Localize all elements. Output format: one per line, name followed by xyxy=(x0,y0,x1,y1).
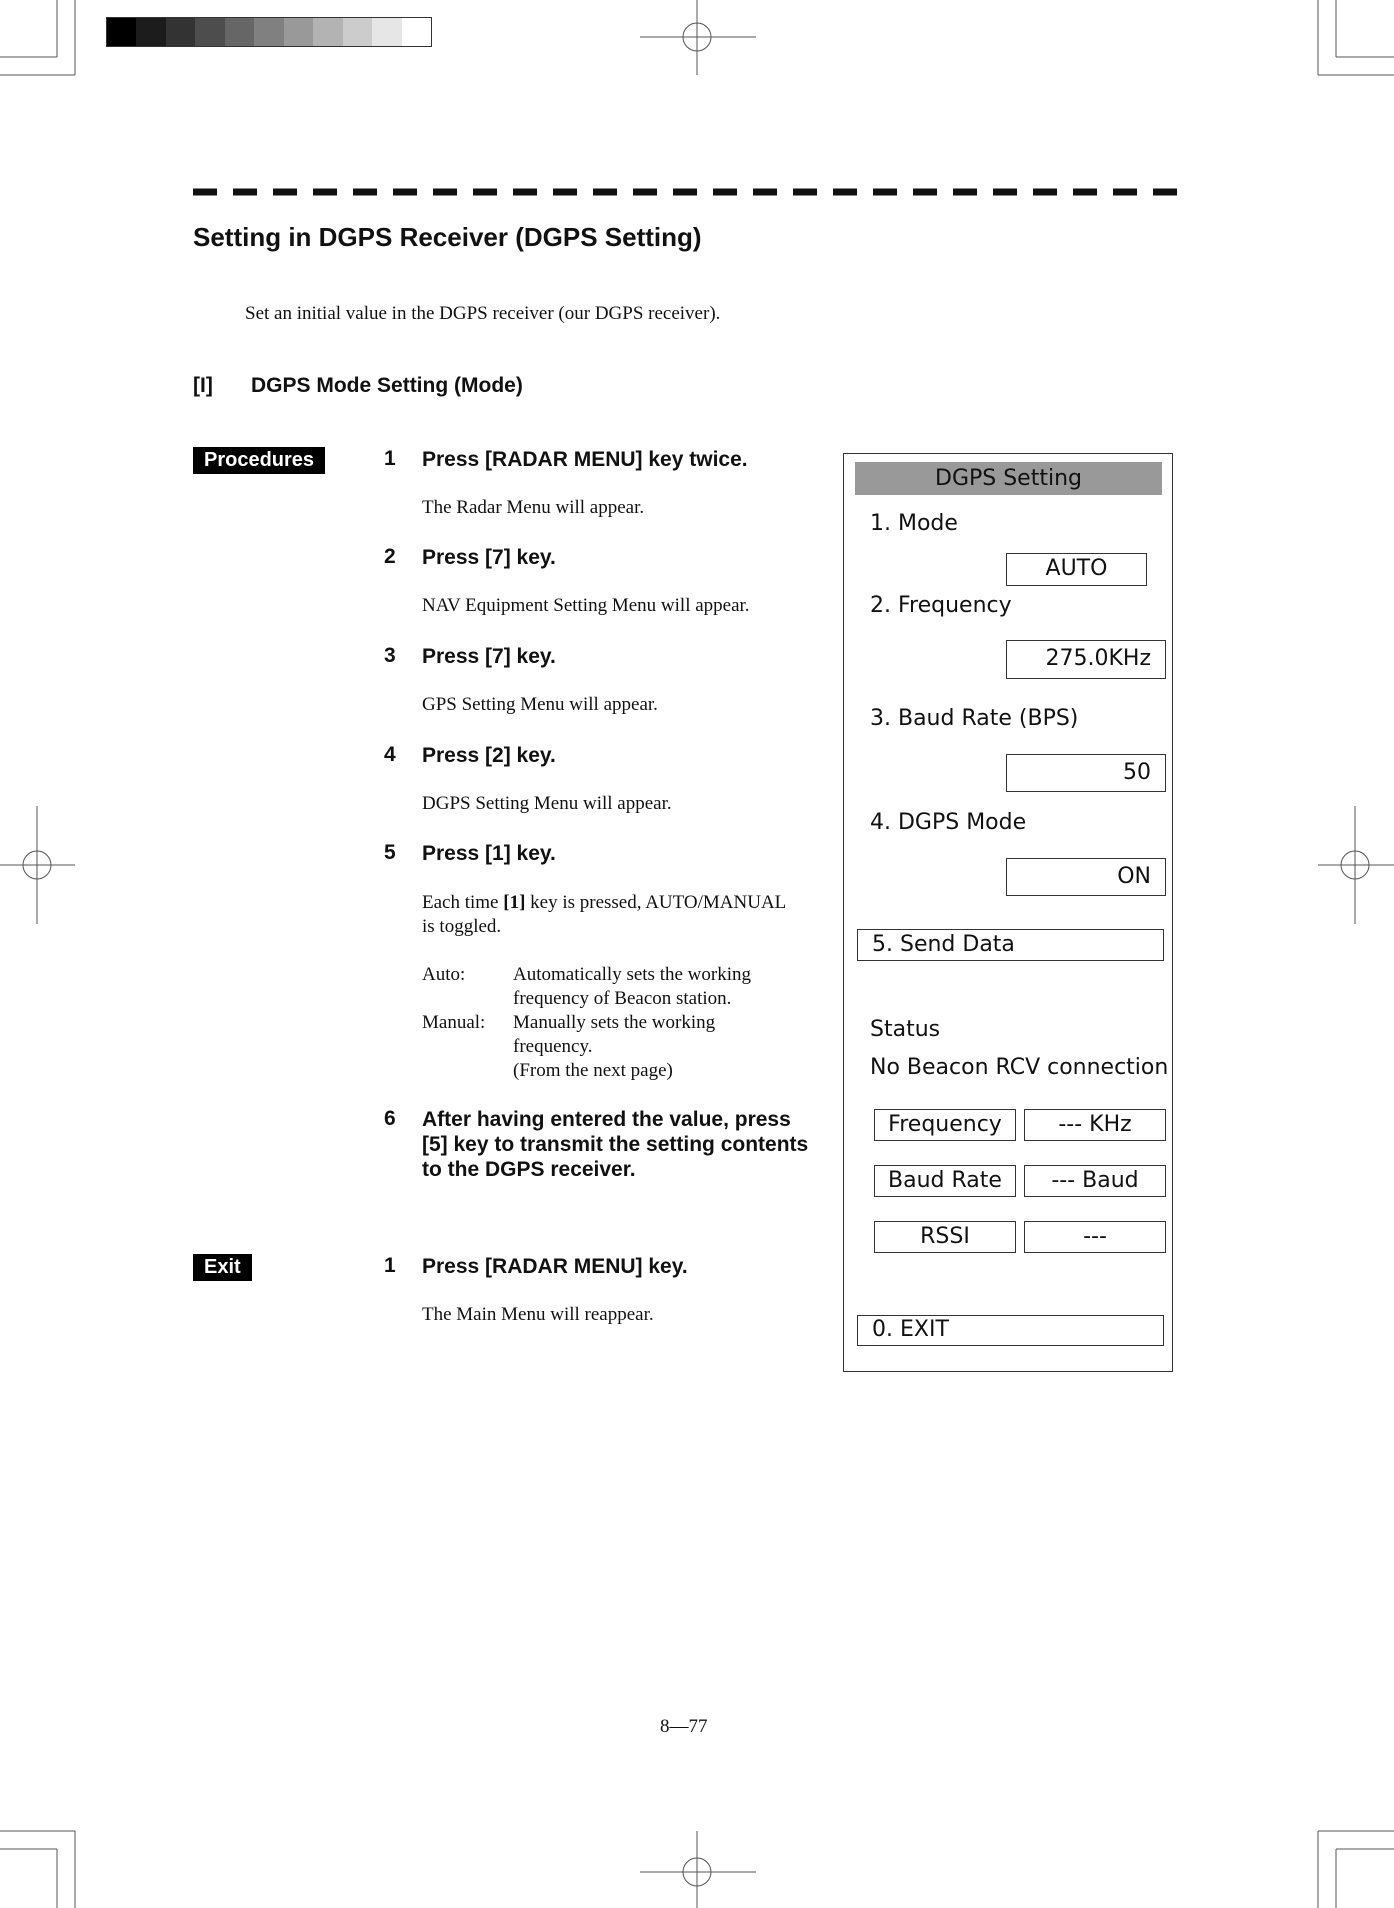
section-heading xyxy=(193,374,523,398)
mode-value-field[interactable]: AUTO xyxy=(1006,553,1147,586)
option-auto-line-2: frequency of Beacon station. xyxy=(513,988,732,1009)
baud-rate-label: 3. Baud Rate (BPS) xyxy=(870,706,1079,731)
status-label: Status xyxy=(870,1017,941,1042)
step-1-text: Press [RADAR MENU] key twice. xyxy=(422,448,748,471)
step-5-desc-key: [1] xyxy=(503,892,526,913)
option-auto-line-1: Automatically sets the working xyxy=(513,964,751,985)
step-4-number: 4 xyxy=(384,743,396,766)
intro-text: Set an initial value in the DGPS receiver (our DGPS receiver). xyxy=(245,303,721,324)
option-auto-term: Auto: xyxy=(422,964,466,985)
step-3-text: Press [7] key. xyxy=(422,645,556,668)
frequency-value-field[interactable]: 275.0KHz xyxy=(1006,640,1166,679)
section-number: [I] xyxy=(193,374,213,397)
exit-step-desc: The Main Menu will reappear. xyxy=(422,1304,654,1325)
mode-label: 1. Mode xyxy=(870,511,958,536)
step-6-line-3: to the DGPS receiver. xyxy=(422,1158,636,1181)
step-5-text: Press [1] key. xyxy=(422,842,556,865)
step-2-text: Press [7] key. xyxy=(422,546,556,569)
status-rssi-value: --- xyxy=(1024,1221,1166,1253)
step-5-number: 5 xyxy=(384,841,396,864)
procedures-tag: Procedures xyxy=(193,447,325,474)
step-2-desc: NAV Equipment Setting Menu will appear. xyxy=(422,595,750,616)
step-5-desc xyxy=(422,891,786,915)
option-manual-line-1: Manually sets the working xyxy=(513,1012,716,1033)
step-5-desc-line2: is toggled. xyxy=(422,916,502,937)
step-6-line-1: After having entered the value, press xyxy=(422,1108,791,1131)
step-2-number: 2 xyxy=(384,545,396,568)
send-data-button[interactable]: 5. Send Data xyxy=(857,929,1164,961)
step-1-desc: The Radar Menu will appear. xyxy=(422,497,645,518)
option-manual-line-2: frequency. xyxy=(513,1036,593,1057)
status-frequency-value: --- KHz xyxy=(1024,1109,1166,1141)
step-5-desc-before: Each time xyxy=(422,892,504,913)
step-6-number: 6 xyxy=(384,1107,396,1130)
step-3-number: 3 xyxy=(384,644,396,667)
status-text: No Beacon RCV connection xyxy=(870,1055,1169,1080)
exit-step-number: 1 xyxy=(384,1254,396,1277)
section-title: DGPS Mode Setting (Mode) xyxy=(251,374,523,397)
baud-rate-value-field[interactable]: 50 xyxy=(1006,754,1166,792)
exit-step-text: Press [RADAR MENU] key. xyxy=(422,1255,688,1278)
step-5-desc-after: key is pressed, AUTO/MANUAL xyxy=(525,892,787,913)
status-frequency-label: Frequency xyxy=(874,1109,1016,1141)
status-baud-rate-value: --- Baud xyxy=(1024,1165,1166,1197)
page-number: 8—77 xyxy=(660,1716,708,1737)
frequency-label: 2. Frequency xyxy=(870,593,1012,618)
dgps-mode-label: 4. DGPS Mode xyxy=(870,810,1027,835)
dashed-header-rule xyxy=(193,188,1181,196)
option-manual-term: Manual: xyxy=(422,1012,486,1033)
status-rssi-label: RSSI xyxy=(874,1221,1016,1253)
step-1-number: 1 xyxy=(384,447,396,470)
status-baud-rate-label: Baud Rate xyxy=(874,1165,1016,1197)
dgps-mode-value-field[interactable]: ON xyxy=(1006,858,1166,896)
step-3-desc: GPS Setting Menu will appear. xyxy=(422,694,658,715)
step-4-text: Press [2] key. xyxy=(422,744,556,767)
exit-button[interactable]: 0. EXIT xyxy=(857,1315,1164,1346)
screen-title: DGPS Setting xyxy=(855,462,1162,495)
page-title: Setting in DGPS Receiver (DGPS Setting) xyxy=(193,222,702,252)
step-6-line-2: [5] key to transmit the setting contents xyxy=(422,1133,809,1156)
option-manual-line-3: (From the next page) xyxy=(513,1060,673,1081)
exit-tag: Exit xyxy=(193,1254,252,1281)
step-4-desc: DGPS Setting Menu will appear. xyxy=(422,793,672,814)
